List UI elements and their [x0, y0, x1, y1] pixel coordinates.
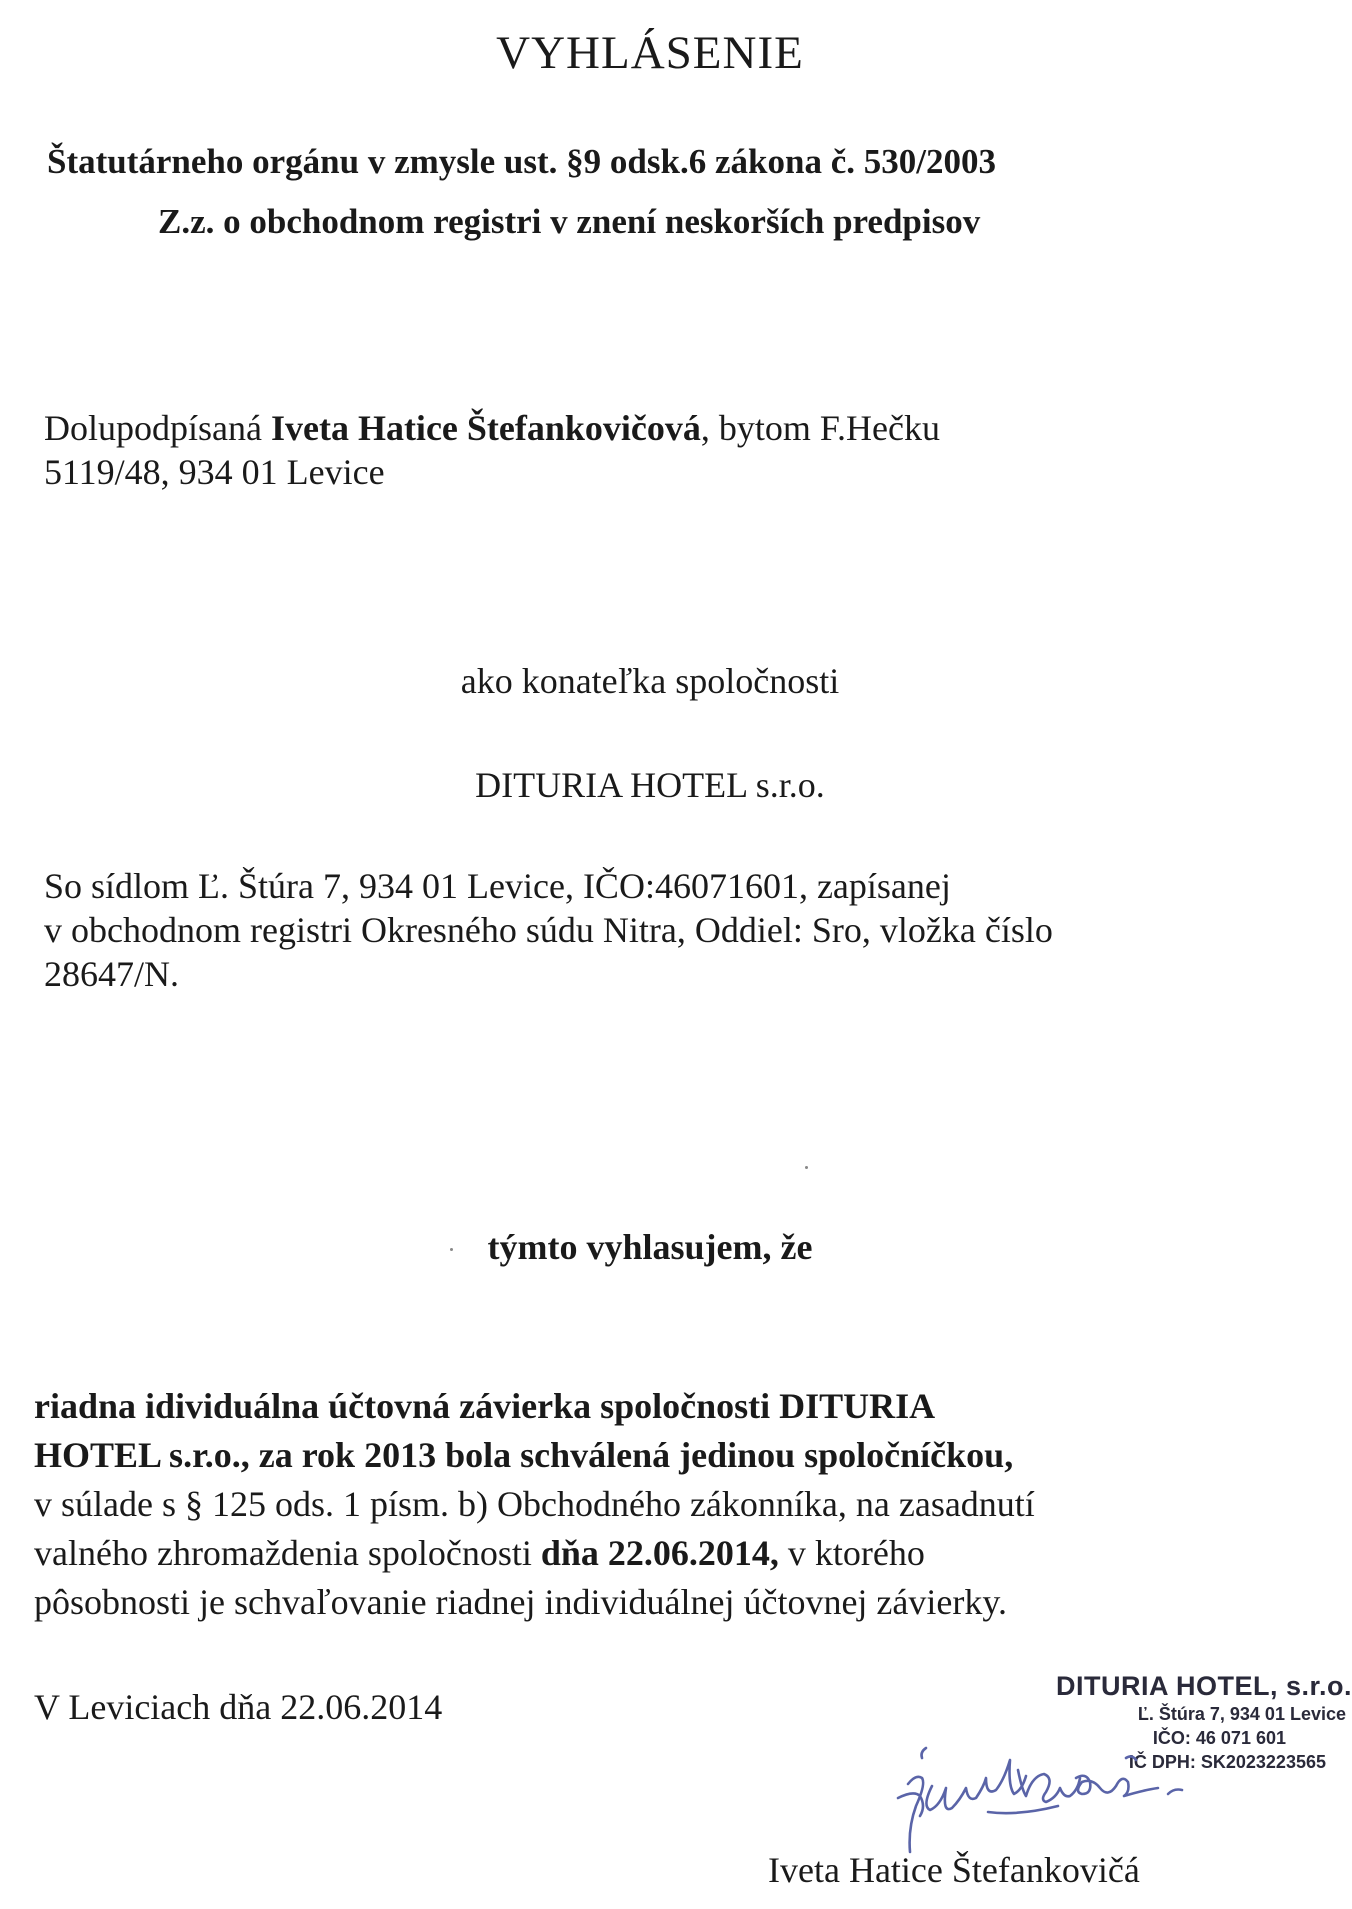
- statement-line-4-prefix: valného zhromaždenia spoločnosti: [34, 1533, 541, 1573]
- registration-line-1: So sídlom Ľ. Štúra 7, 934 01 Levice, IČO:46071601, zapísanej: [44, 866, 951, 906]
- stamp-ico: IČO: 46 071 601: [1152, 1728, 1286, 1748]
- signature-stroke: [926, 1760, 1026, 1810]
- document-title: VYHLÁSENIE: [496, 27, 804, 79]
- intro-paragraph: [44, 406, 940, 494]
- place-and-date: V Leviciach dňa 22.06.2014: [34, 1687, 443, 1727]
- signature-stroke: [922, 1748, 927, 1758]
- statement-paragraph: [34, 1382, 1035, 1627]
- registration-line-2: v obchodnom registri Okresného súdu Nitra, Oddiel: Sro, vložka číslo: [44, 910, 1053, 950]
- registration-line-3: 28647/N.: [44, 954, 179, 994]
- signature-stroke: [1076, 1776, 1158, 1796]
- scan-speck: [805, 1166, 808, 1169]
- signature-stroke: [1168, 1790, 1182, 1795]
- stamp-ic-dph: IČ DPH: SK2023223565: [1128, 1752, 1326, 1772]
- declaration-intro: týmto vyhlasujem, že: [487, 1227, 813, 1267]
- statement-line-5: pôsobnosti je schvaľovanie riadnej individuálnej účtovnej závierky.: [34, 1582, 1008, 1622]
- statement-line-1: riadna idividuálna účtovná závierka spoločnosti DITURIA: [34, 1386, 936, 1426]
- company-name: DITURIA HOTEL s.r.o.: [475, 765, 825, 805]
- signatory-name: Iveta Hatice Štefankovičová: [270, 408, 701, 448]
- signer-name: Iveta Hatice Štefankovičá: [768, 1850, 1140, 1890]
- intro-suffix: , bytom F.Hečku: [700, 408, 941, 448]
- signature-stroke: [988, 1806, 1058, 1813]
- statement-line-3: v súlade s § 125 ods. 1 písm. b) Obchodného zákonníka, na zasadnutí: [34, 1484, 1035, 1524]
- intro-line-1: [44, 406, 940, 450]
- signature-stroke: [898, 1793, 923, 1816]
- signature-stroke: [1018, 1770, 1080, 1802]
- subtitle-line-1: Štatutárneho orgánu v zmysle ust. §9 odsk.6 zákona č. 530/2003: [47, 142, 996, 181]
- stamp-address: Ľ. Štúra 7, 934 01 Levice: [1137, 1704, 1346, 1724]
- meeting-date: dňa 22.06.2014,: [540, 1533, 779, 1573]
- stamp-company-name: DITURIA HOTEL, s.r.o.: [1055, 1671, 1352, 1701]
- subtitle-line-2: Z.z. o obchodnom registri v znení neskorších predpisov: [158, 202, 981, 241]
- signature-stroke: [1126, 1756, 1136, 1760]
- intro-line-2: 5119/48, 934 01 Levice: [44, 452, 385, 492]
- statement-line-4: [34, 1529, 1035, 1578]
- role-line: ako konateľka spoločnosti: [460, 661, 840, 701]
- statement-line-2: HOTEL s.r.o., za rok 2013 bola schválená jedinou spoločníčkou,: [34, 1435, 1014, 1475]
- handwritten-signature: [868, 1742, 1208, 1862]
- registration-paragraph: [44, 864, 1053, 996]
- statement-line-4-suffix: v ktorého: [778, 1533, 925, 1573]
- intro-prefix: Dolupodpísaná: [44, 408, 271, 448]
